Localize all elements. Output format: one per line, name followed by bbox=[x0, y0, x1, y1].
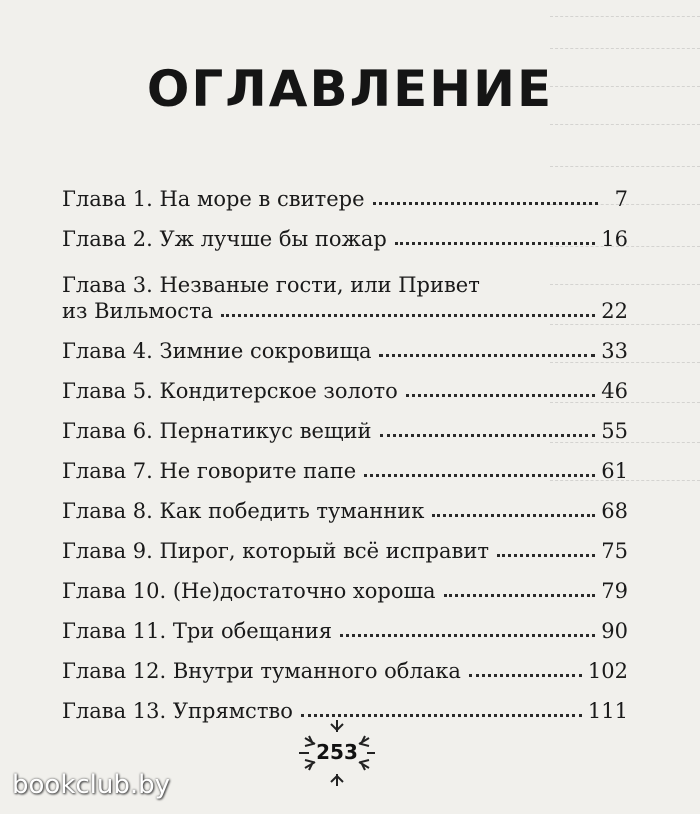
toc-leader-dots bbox=[432, 513, 595, 517]
toc-entry-label: из Вильмоста bbox=[62, 299, 214, 323]
page-number: 253 bbox=[316, 740, 358, 764]
toc-entry-label: Глава 12. Внутри туманного облака bbox=[62, 659, 461, 683]
toc-entry-label: Глава 8. Как победить туманник bbox=[62, 499, 425, 523]
toc-entry-page: 102 bbox=[587, 659, 628, 683]
toc-leader-dots bbox=[469, 673, 582, 677]
toc-entry-page: 79 bbox=[601, 579, 628, 603]
toc-entry-page: 90 bbox=[601, 619, 628, 643]
toc-leader-dots bbox=[444, 593, 596, 597]
toc-leader-dots bbox=[380, 433, 596, 437]
toc-entry-label-line1: Глава 3. Незваные гости, или Привет bbox=[62, 273, 480, 297]
toc-entry-label: Глава 5. Кондитерское золото bbox=[62, 379, 398, 403]
toc-entry-page: 7 bbox=[614, 187, 628, 211]
table-of-contents bbox=[62, 172, 628, 724]
toc-entry[interactable] bbox=[62, 404, 628, 444]
toc-entry-page: 75 bbox=[601, 539, 628, 563]
toc-entry[interactable] bbox=[62, 364, 628, 404]
toc-entry-label: Глава 1. На море в свитере bbox=[62, 187, 365, 211]
toc-entry[interactable] bbox=[62, 524, 628, 564]
page-number-ornament bbox=[297, 718, 377, 788]
toc-entry-label: Глава 13. Упрямство bbox=[62, 699, 293, 723]
toc-entry[interactable] bbox=[62, 484, 628, 524]
toc-leader-dots bbox=[395, 241, 595, 245]
toc-entry-page: 33 bbox=[601, 339, 628, 363]
toc-entry[interactable] bbox=[62, 644, 628, 684]
toc-entry-label: Глава 6. Пернатикус вещий bbox=[62, 419, 372, 443]
toc-entry-label: Глава 7. Не говорите папе bbox=[62, 459, 357, 483]
toc-entry[interactable] bbox=[62, 252, 628, 324]
toc-entry-page: 61 bbox=[601, 459, 628, 483]
toc-entry-page: 46 bbox=[601, 379, 628, 403]
toc-entry[interactable] bbox=[62, 324, 628, 364]
toc-entry-label: Глава 10. (Не)достаточно хороша bbox=[62, 579, 436, 603]
toc-entry-label: Глава 9. Пирог, который всё исправит bbox=[62, 539, 489, 563]
toc-leader-dots bbox=[221, 313, 595, 317]
watermark-text: bookclub.by bbox=[12, 770, 171, 800]
toc-leader-dots bbox=[379, 353, 595, 357]
toc-entry-page: 68 bbox=[601, 499, 628, 523]
toc-entry[interactable] bbox=[62, 604, 628, 644]
toc-leader-dots bbox=[340, 633, 595, 637]
toc-entry[interactable] bbox=[62, 212, 628, 252]
toc-entry-page: 55 bbox=[601, 419, 628, 443]
toc-leader-dots bbox=[364, 473, 595, 477]
toc-entry[interactable] bbox=[62, 564, 628, 604]
toc-entry-page: 111 bbox=[587, 699, 628, 723]
toc-entry-page: 16 bbox=[601, 227, 628, 251]
toc-entry[interactable] bbox=[62, 444, 628, 484]
page-title: ОГЛАВЛЕНИЕ bbox=[146, 60, 554, 118]
toc-leader-dots bbox=[373, 201, 598, 205]
toc-entry-label: Глава 11. Три обещания bbox=[62, 619, 332, 643]
toc-entry-label: Глава 4. Зимние сокровища bbox=[62, 339, 372, 363]
toc-entry-label: Глава 2. Уж лучше бы пожар bbox=[62, 227, 387, 251]
toc-leader-dots bbox=[406, 393, 595, 397]
toc-entry-page: 22 bbox=[601, 299, 628, 323]
toc-leader-dots bbox=[301, 713, 582, 717]
toc-entry[interactable] bbox=[62, 172, 628, 212]
toc-leader-dots bbox=[497, 553, 595, 557]
